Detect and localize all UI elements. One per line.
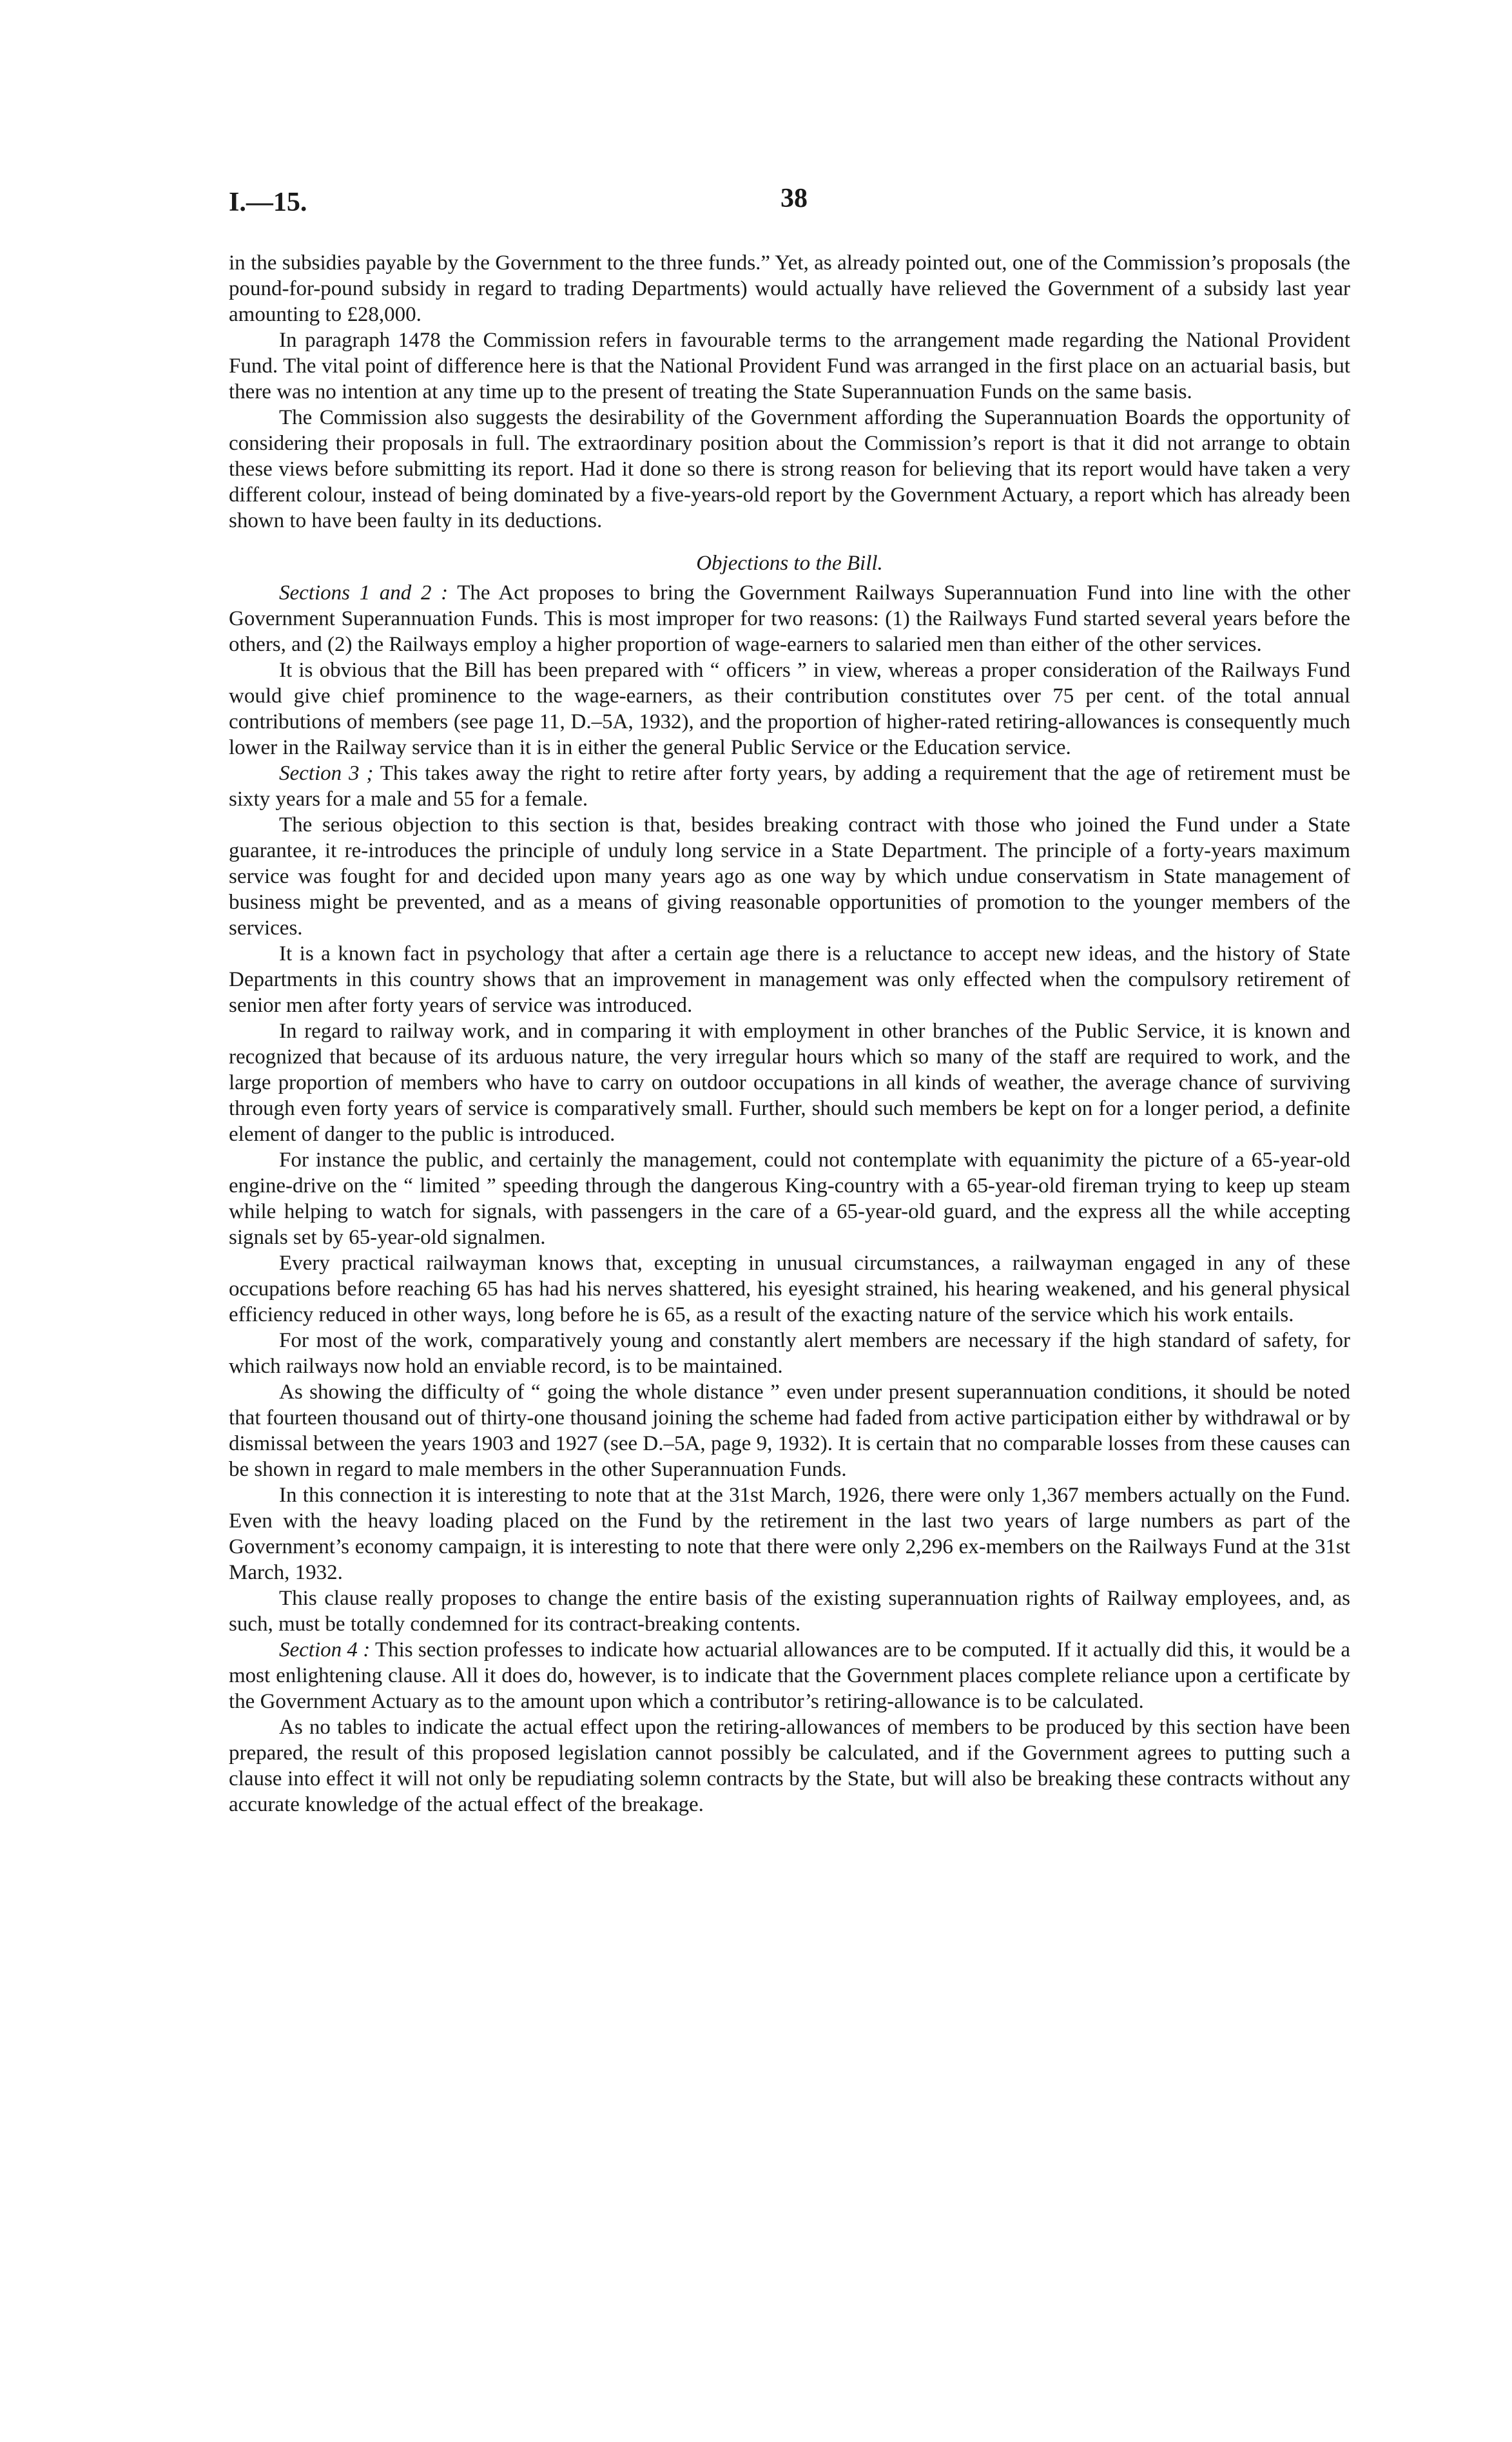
paragraph-members-on-fund: In this connection it is interesting to note that at the 31st March, 1926, there were only 1,367 members actually on the Fund. Even with the heavy loading placed on the Fund by the retirement in the last two years of large numbers as part of the Government’s economy campaign, it is interesting to note that there were only 2,296 ex-members on the Railways Fund at the 31st March, 1932. [229,1484,1350,1584]
paragraph-subsidies: in the subsidies payable by the Government to the three funds.” Yet, as already pointed out, one of the Commission’s proposals (the pound-for-pound subsidy in regard to trading Departments) would actually have relieved the Government of a subsidy last year amounting to £28,000. [229,251,1350,326]
paragraph-national-provident-fund: In paragraph 1478 the Commission refers in favourable terms to the arrangement made regarding the National Provident Fund. The vital point of difference here is that the National Provident Fund was arranged in the first place on an actuarial basis, but there was no intention at any time up to the present of treating the State Superannuation Funds on the same basis. [229,329,1350,403]
paragraph-section-3 [229,761,1350,812]
paragraph-officers-in-view: It is obvious that the Bill has been prepared with “ officers ” in view, whereas a proper consideration of the Railways Fund would give chief prominence to the wage-earners, as their contribution constitutes over 75 per cent. of the total annual contributions of members (see page 11, D.–5A, 1932), and the proportion of higher-rated retiring-allowances is consequently much lower in the Railway service than it is in either the general Public Service or the Education service. [229,659,1350,759]
paragraph-serious-objection: The serious objection to this section is that, besides breaking contract with those who joined the Fund under a State guarantee, it re-introduces the principle of unduly long service in a State Department. The principle of a forty-years maximum service was fought for and decided upon many years ago as one way by which undue conservatism in State management of business might be prevented, and as a means of giving reasonable opportunities of promotion to the younger members of the services. [229,813,1350,940]
section-reference: Section 4 : [279,1638,371,1662]
document-code: I.—15. [229,188,307,217]
paragraph-railway-work: In regard to railway work, and in comparing it with employment in other branches of the Public Service, it is known and recognized that because of its arduous nature, the very irregular hours which so many of the staff are required to work, and the large proportion of members who have to carry on outdoor occupations in all kinds of weather, the average chance of surviving through even forty years of service is comparatively small. Further, should such members be kept on for a longer period, a definite element of danger to the public is introduced. [229,1020,1350,1146]
page-header [229,184,1350,226]
paragraph-sections-1-and-2 [229,580,1350,657]
paragraph-text: This section professes to indicate how actuarial allowances are to be computed. If it actually did this, it would be a most enlightening clause. All it does do, however, is to indicate that the Government places complete reliance upon a certificate by the Government Actuary as to the amount upon which a contributor’s retiring-allowance is to be calculated. [229,1638,1350,1713]
paragraph-for-instance: For instance the public, and certainly the management, could not contemplate with equanimity the picture of a 65-year-old engine-drive on the “ limited ” speeding through the dangerous King-country with a 65-year-old fireman trying to keep up steam while helping to watch for signals, with passengers in the care of a 65-year-old guard, and the express all the while accepting signals set by 65-year-old signalmen. [229,1148,1350,1249]
paragraph-clause-condemned: This clause really proposes to change the entire basis of the existing superannuation rights of Railway employees, and, as such, must be totally condemned for its contract-breaking contents. [229,1587,1350,1636]
paragraph-commission-suggests: The Commission also suggests the desirability of the Government affording the Superannuation Boards the opportunity of considering their proposals in full. The extraordinary position about the Commission’s report is that it did not arrange to obtain these views before submitting its report. Had it done so there is strong reason for believing that its report would have taken a very different colour, instead of being dominated by a five-years-old report by the Government Actuary, a report which has already been shown to have been faulty in its deductions. [229,406,1350,532]
page-number: 38 [780,184,808,213]
paragraph-text: This takes away the right to retire after forty years, by adding a requirement that the age of retirement must be sixty years for a male and 55 for a female. [229,762,1350,811]
section-reference: Section 3 ; [279,762,374,785]
paragraph-no-tables: As no tables to indicate the actual effect upon the retiring-allowances of members to be produced by this section have been prepared, the result of this proposed legislation cannot possibly be calculated, and if the Government agrees to putting such a clause into effect it will not only be repudiating solemn contracts by the State, but will also be breaking these contracts without any accurate knowledge of the actual effect of the breakage. [229,1716,1350,1816]
paragraph-section-4 [229,1637,1350,1714]
section-reference: Sections 1 and 2 : [279,581,449,605]
paragraph-whole-distance: As showing the difficulty of “ going the whole distance ” even under present superannuation conditions, it should be noted that fourteen thousand out of thirty-one thousand joining the scheme had faded from active participation either by withdrawal or by dismissal between the years 1903 and 1927 (see D.–5A, page 9, 1932). It is certain that no comparable losses from these causes can be shown in regard to male members in the other Superannuation Funds. [229,1381,1350,1481]
paragraph-practical-railwayman: Every practical railwayman knows that, excepting in unusual circumstances, a railwayman engaged in any of these occupations before reaching 65 has had his nerves shattered, his eyesight strained, his hearing weakened, and his general physical efficiency reduced in other ways, long before he is 65, as a result of the exacting nature of the service which his work entails. [229,1252,1350,1326]
paragraph-alert-members: For most of the work, comparatively young and constantly alert members are necessary if the high standard of safety, for which railways now hold an enviable record, is to be maintained. [229,1329,1350,1378]
document-page [229,184,1350,1817]
section-heading: Objections to the Bill. [696,552,883,575]
paragraph-psychology: It is a known fact in psychology that after a certain age there is a reluctance to accept new ideas, and the history of State Departments in this country shows that an improvement in management was only effected when the compulsory retirement of senior men after forty years of service was introduced. [229,942,1350,1017]
paragraph-text: The Act proposes to bring the Government Railways Superannuation Fund into line with the other Government Superannuation Funds. This is most improper for two reasons: (1) the Railways Fund started several years before the others, and (2) the Railways employ a higher proportion of wage-earners to salaried men than either of the other services. [229,581,1350,656]
